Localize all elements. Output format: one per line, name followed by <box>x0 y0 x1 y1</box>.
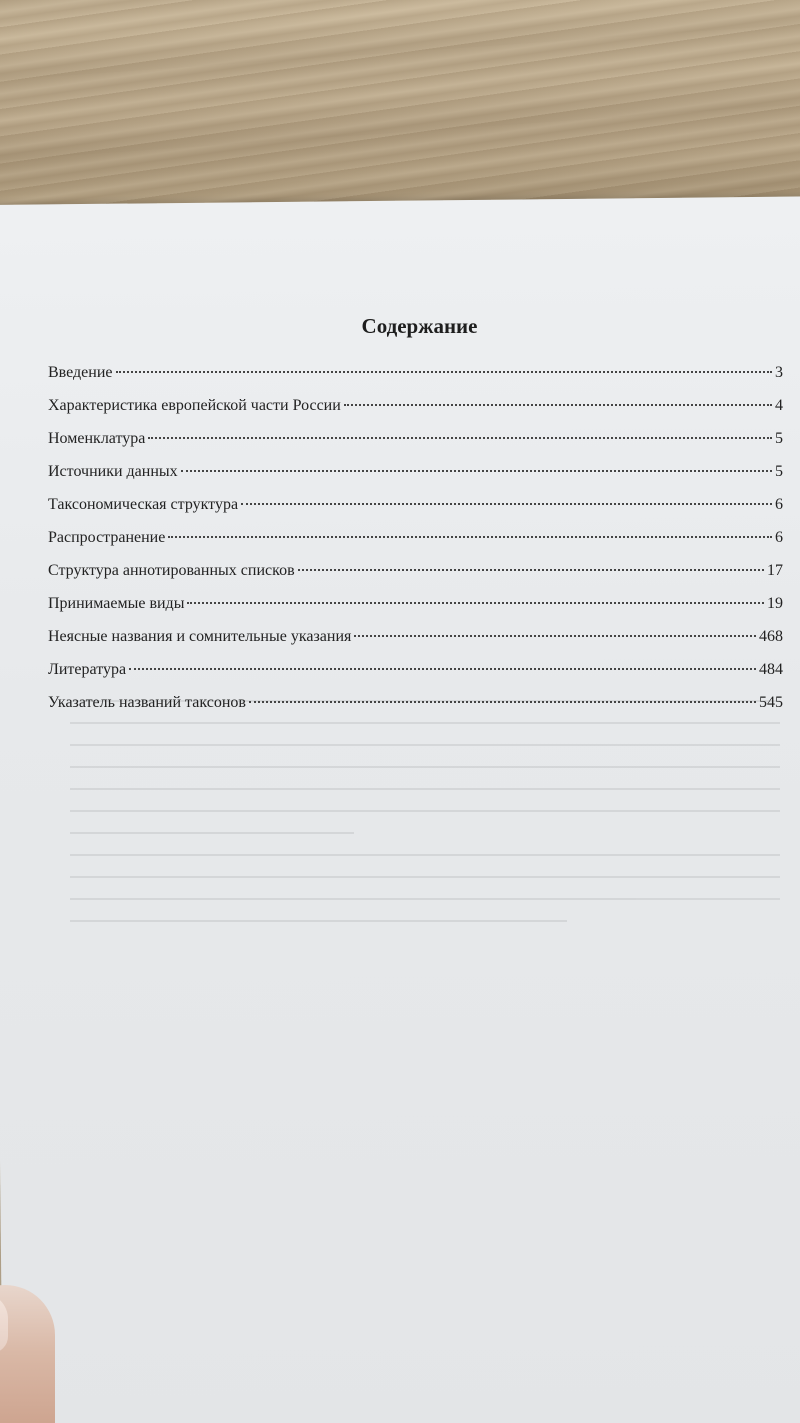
toc-leader-dots <box>187 602 764 604</box>
toc-entry-label: Указатель названий таксонов <box>48 694 246 711</box>
toc-entry <box>48 463 783 496</box>
fingernail <box>0 1293 8 1353</box>
toc-leader-dots <box>148 437 772 439</box>
toc-leader-dots <box>116 371 773 373</box>
toc-entry-label: Источники данных <box>48 463 178 480</box>
toc-entry-label: Характеристика европейской части России <box>48 397 341 414</box>
toc-leader-dots <box>129 668 756 670</box>
toc-heading: Содержание <box>361 314 478 338</box>
toc-entry-page: 6 <box>775 529 783 546</box>
toc-entry-label: Введение <box>48 364 113 381</box>
toc-leader-dots <box>298 569 764 571</box>
toc-entry <box>48 694 783 727</box>
toc-leader-dots <box>344 404 772 406</box>
toc-entry-page: 6 <box>775 496 783 513</box>
toc-entry-label: Неясные названия и сомнительные указания <box>48 628 352 645</box>
show-through-text <box>70 700 780 1000</box>
toc-entry-page: 545 <box>759 694 783 711</box>
toc-entry <box>48 595 783 628</box>
toc-entry-page: 17 <box>767 562 783 579</box>
toc-entry-page: 468 <box>759 628 783 645</box>
toc-entry-label: Номенклатура <box>48 430 146 447</box>
toc-leader-dots <box>354 635 756 637</box>
toc-entry-page: 4 <box>775 397 783 414</box>
toc-leader-dots <box>181 470 772 472</box>
toc-leader-dots <box>241 503 772 505</box>
toc-entry-page: 5 <box>775 463 783 480</box>
toc-entry-label: Литература <box>48 661 127 678</box>
toc-entry-page: 5 <box>775 430 783 447</box>
toc-leader-dots <box>168 536 772 538</box>
toc-leader-dots <box>249 701 756 703</box>
toc-entry-label: Распространение <box>48 529 166 546</box>
toc-entry <box>48 397 783 430</box>
toc-entry <box>48 430 783 463</box>
toc-entry-page: 19 <box>767 595 783 612</box>
toc-entry-page: 3 <box>775 364 783 381</box>
toc-entry <box>48 364 783 397</box>
toc-entry <box>48 496 783 529</box>
toc-entry <box>48 628 783 661</box>
toc-entry <box>48 661 783 694</box>
toc-entry-label: Принимаемые виды <box>48 595 185 612</box>
toc-entry-label: Структура аннотированных списков <box>48 562 295 579</box>
toc-entry <box>48 529 783 562</box>
toc-entry-label: Таксономическая структура <box>48 496 239 513</box>
toc-entry-page: 484 <box>759 661 783 678</box>
toc-entry <box>48 562 783 595</box>
toc-list <box>48 364 783 727</box>
table-of-contents <box>48 312 783 727</box>
